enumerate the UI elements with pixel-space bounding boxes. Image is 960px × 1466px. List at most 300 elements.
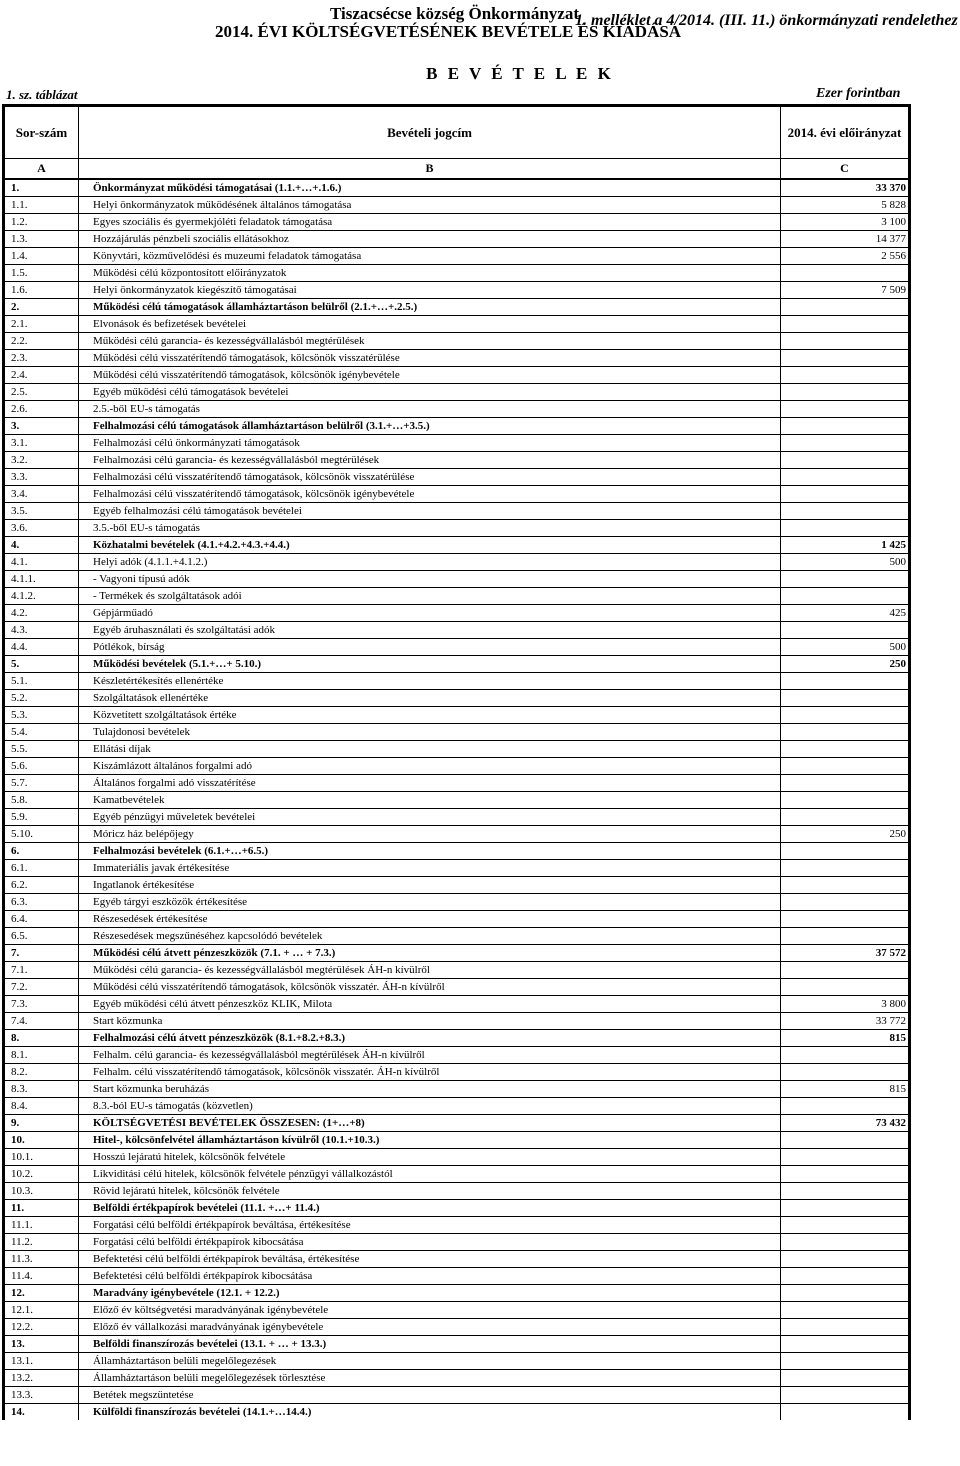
row-value: 5 828 xyxy=(781,196,910,213)
row-title: Móricz ház belépőjegy xyxy=(79,825,781,842)
row-number: 13.3. xyxy=(4,1386,79,1403)
row-value xyxy=(781,774,910,791)
row-title: Pótlékok, bírság xyxy=(79,638,781,655)
table-row xyxy=(4,451,910,468)
table-row xyxy=(4,1046,910,1063)
row-title: Egyéb felhalmozási célú támogatások bevételei xyxy=(79,502,781,519)
budget-title: 2014. ÉVI KÖLTSÉGVETÉSÉNEK BEVÉTELE ÉS KIADÁSA xyxy=(215,22,682,41)
row-title: Egyéb pénzügyi műveletek bevételei xyxy=(79,808,781,825)
row-number: 3. xyxy=(4,417,79,434)
row-value xyxy=(781,723,910,740)
table-row xyxy=(4,349,910,366)
row-number: 2.1. xyxy=(4,315,79,332)
row-value xyxy=(781,264,910,281)
row-number: 2.4. xyxy=(4,366,79,383)
row-number: 4.1.2. xyxy=(4,587,79,604)
row-title: Ellátási díjak xyxy=(79,740,781,757)
col-letter-c: C xyxy=(781,159,910,179)
row-number: 3.1. xyxy=(4,434,79,451)
row-title: Részesedések megszűnéséhez kapcsolódó bevételek xyxy=(79,927,781,944)
row-value xyxy=(781,1148,910,1165)
row-title: Könyvtári, közművelődési és muzeumi feladatok támogatása xyxy=(79,247,781,264)
table-row xyxy=(4,1080,910,1097)
row-value: 250 xyxy=(781,655,910,672)
row-title: Tulajdonosi bevételek xyxy=(79,723,781,740)
row-value xyxy=(781,910,910,927)
row-title: Kamatbevételek xyxy=(79,791,781,808)
table-row xyxy=(4,298,910,315)
row-title: Közvetített szolgáltatások értéke xyxy=(79,706,781,723)
row-value xyxy=(781,978,910,995)
row-title: Felhalm. célú garancia- és kezességvállalásból megtérülések ÁH-n kívülről xyxy=(79,1046,781,1063)
row-value xyxy=(781,502,910,519)
row-number: 5.8. xyxy=(4,791,79,808)
row-title: Működési célú központosított előirányzatok xyxy=(79,264,781,281)
table-row xyxy=(4,417,910,434)
unit-label: Ezer forintban xyxy=(816,86,901,101)
row-number: 3.5. xyxy=(4,502,79,519)
table-row xyxy=(4,213,910,230)
row-number: 13.2. xyxy=(4,1369,79,1386)
row-title: Szolgáltatások ellenértéke xyxy=(79,689,781,706)
row-number: 7.2. xyxy=(4,978,79,995)
table-row xyxy=(4,689,910,706)
table-row xyxy=(4,247,910,264)
row-title: Betétek megszüntetése xyxy=(79,1386,781,1403)
row-value xyxy=(781,1369,910,1386)
row-number: 1.2. xyxy=(4,213,79,230)
row-title: Helyi adók (4.1.1.+4.1.2.) xyxy=(79,553,781,570)
table-row xyxy=(4,1403,910,1420)
row-number: 10.1. xyxy=(4,1148,79,1165)
table-row xyxy=(4,179,910,197)
row-value xyxy=(781,1403,910,1420)
row-value xyxy=(781,961,910,978)
table-row xyxy=(4,808,910,825)
row-number: 12. xyxy=(4,1284,79,1301)
table-row xyxy=(4,740,910,757)
row-value xyxy=(781,1318,910,1335)
table-row xyxy=(4,264,910,281)
row-title: - Termékek és szolgáltatások adói xyxy=(79,587,781,604)
row-number: 6.5. xyxy=(4,927,79,944)
row-number: 1.3. xyxy=(4,230,79,247)
col-header-title: Bevételi jogcím xyxy=(79,106,781,159)
row-number: 7.4. xyxy=(4,1012,79,1029)
row-value xyxy=(781,1063,910,1080)
row-number: 3.3. xyxy=(4,468,79,485)
row-title: 8.3.-ból EU-s támogatás (közvetlen) xyxy=(79,1097,781,1114)
row-title: Felhalmozási bevételek (6.1.+…+6.5.) xyxy=(79,842,781,859)
row-value xyxy=(781,876,910,893)
row-value: 37 572 xyxy=(781,944,910,961)
row-value xyxy=(781,672,910,689)
table-row xyxy=(4,1369,910,1386)
table-row xyxy=(4,587,910,604)
table-row xyxy=(4,1063,910,1080)
row-title: Felhalmozási célú átvett pénzeszközök (8.1.+8.2.+8.3.) xyxy=(79,1029,781,1046)
table-row xyxy=(4,825,910,842)
table-row xyxy=(4,315,910,332)
row-number: 11.3. xyxy=(4,1250,79,1267)
table-row xyxy=(4,1250,910,1267)
row-title: Államháztartáson belüli megelőlegezések törlesztése xyxy=(79,1369,781,1386)
table-row xyxy=(4,485,910,502)
table-row xyxy=(4,706,910,723)
row-value xyxy=(781,519,910,536)
row-number: 6.1. xyxy=(4,859,79,876)
section-heading: B E V É T E L E K xyxy=(426,64,614,83)
row-number: 1.5. xyxy=(4,264,79,281)
row-value: 33 772 xyxy=(781,1012,910,1029)
row-value: 2 556 xyxy=(781,247,910,264)
row-value xyxy=(781,315,910,332)
table-row xyxy=(4,638,910,655)
table-row xyxy=(4,366,910,383)
row-value xyxy=(781,621,910,638)
row-value xyxy=(781,859,910,876)
row-number: 13.1. xyxy=(4,1352,79,1369)
table-row xyxy=(4,1199,910,1216)
table-row xyxy=(4,978,910,995)
row-value xyxy=(781,366,910,383)
row-title: Belföldi finanszírozás bevételei (13.1. + … + 13.3.) xyxy=(79,1335,781,1352)
table-row xyxy=(4,434,910,451)
table-row xyxy=(4,791,910,808)
row-number: 8.4. xyxy=(4,1097,79,1114)
row-value xyxy=(781,587,910,604)
row-number: 10.2. xyxy=(4,1165,79,1182)
col-letter-b: B xyxy=(79,159,781,179)
row-title: Felhalmozási célú önkormányzati támogatások xyxy=(79,434,781,451)
row-value xyxy=(781,1250,910,1267)
table-row xyxy=(4,876,910,893)
table-row xyxy=(4,400,910,417)
table-row xyxy=(4,961,910,978)
row-value xyxy=(781,791,910,808)
annex-reference: 1. melléklet a 4/2014. (III. 11.) önkormányzati rendelethez xyxy=(575,12,958,29)
row-value: 815 xyxy=(781,1080,910,1097)
row-value xyxy=(781,1165,910,1182)
row-number: 10. xyxy=(4,1131,79,1148)
table-row xyxy=(4,1267,910,1284)
table-row xyxy=(4,621,910,638)
row-value xyxy=(781,1386,910,1403)
table-row xyxy=(4,1284,910,1301)
row-number: 5.1. xyxy=(4,672,79,689)
table-row xyxy=(4,519,910,536)
row-title: Egyéb áruhasználati és szolgáltatási adók xyxy=(79,621,781,638)
row-value xyxy=(781,1199,910,1216)
row-number: 3.6. xyxy=(4,519,79,536)
row-title: Forgatási célú belföldi értékpapírok beváltása, értékesítése xyxy=(79,1216,781,1233)
row-title: Felhalmozási célú visszatérítendő támogatások, kölcsönök igénybevétele xyxy=(79,485,781,502)
row-value: 3 800 xyxy=(781,995,910,1012)
row-number: 8.2. xyxy=(4,1063,79,1080)
row-value xyxy=(781,1233,910,1250)
row-number: 8.1. xyxy=(4,1046,79,1063)
row-number: 9. xyxy=(4,1114,79,1131)
row-number: 5.7. xyxy=(4,774,79,791)
col-letter-a: A xyxy=(4,159,79,179)
row-number: 8.3. xyxy=(4,1080,79,1097)
row-value xyxy=(781,400,910,417)
municipality-title: Tiszacsécse község Önkormányzat xyxy=(330,4,579,23)
table-row xyxy=(4,332,910,349)
row-value: 3 100 xyxy=(781,213,910,230)
row-value xyxy=(781,1335,910,1352)
row-title: Elvonások és befizetések bevételei xyxy=(79,315,781,332)
row-title: Államháztartáson belüli megelőlegezések xyxy=(79,1352,781,1369)
row-value xyxy=(781,417,910,434)
row-title: Befektetési célú belföldi értékpapírok beváltása, értékesítése xyxy=(79,1250,781,1267)
row-value xyxy=(781,451,910,468)
row-value xyxy=(781,757,910,774)
row-number: 12.2. xyxy=(4,1318,79,1335)
table-row xyxy=(4,1097,910,1114)
table-row xyxy=(4,1029,910,1046)
row-number: 2.6. xyxy=(4,400,79,417)
table-row xyxy=(4,570,910,587)
table-body xyxy=(4,179,910,1420)
table-row xyxy=(4,1114,910,1131)
row-number: 12.1. xyxy=(4,1301,79,1318)
row-title: - Vagyoni típusú adók xyxy=(79,570,781,587)
row-number: 7. xyxy=(4,944,79,961)
table-row xyxy=(4,655,910,672)
row-number: 10.3. xyxy=(4,1182,79,1199)
row-number: 11.2. xyxy=(4,1233,79,1250)
row-title: Előző év vállalkozási maradványának igénybevétele xyxy=(79,1318,781,1335)
row-value: 250 xyxy=(781,825,910,842)
row-title: Befektetési célú belföldi értékpapírok kibocsátása xyxy=(79,1267,781,1284)
table-row xyxy=(4,995,910,1012)
row-title: Gépjárműadó xyxy=(79,604,781,621)
row-number: 4.3. xyxy=(4,621,79,638)
row-title: Hosszú lejáratú hitelek, kölcsönök felvétele xyxy=(79,1148,781,1165)
row-value xyxy=(781,689,910,706)
row-value: 500 xyxy=(781,638,910,655)
row-number: 5.3. xyxy=(4,706,79,723)
row-value xyxy=(781,927,910,944)
row-value xyxy=(781,740,910,757)
row-title: Hitel-, kölcsönfelvétel államháztartáson kívülről (10.1.+10.3.) xyxy=(79,1131,781,1148)
table-row xyxy=(4,842,910,859)
table-row xyxy=(4,723,910,740)
row-number: 2.2. xyxy=(4,332,79,349)
row-value: 14 377 xyxy=(781,230,910,247)
row-title: Immateriális javak értékesítése xyxy=(79,859,781,876)
row-number: 5.10. xyxy=(4,825,79,842)
table-row xyxy=(4,281,910,298)
row-value: 1 425 xyxy=(781,536,910,553)
row-title: Működési célú garancia- és kezességvállalásból megtérülések xyxy=(79,332,781,349)
row-value xyxy=(781,808,910,825)
table-row xyxy=(4,383,910,400)
row-title: Maradvány igénybevétele (12.1. + 12.2.) xyxy=(79,1284,781,1301)
row-number: 3.2. xyxy=(4,451,79,468)
row-number: 8. xyxy=(4,1029,79,1046)
row-title: KÖLTSÉGVETÉSI BEVÉTELEK ÖSSZESEN: (1+…+8) xyxy=(79,1114,781,1131)
col-header-value: 2014. évi előirányzat xyxy=(781,106,910,159)
table-row xyxy=(4,927,910,944)
row-title: Kiszámlázott általános forgalmi adó xyxy=(79,757,781,774)
row-title: Ingatlanok értékesítése xyxy=(79,876,781,893)
table-row xyxy=(4,944,910,961)
row-title: Részesedések értékesítése xyxy=(79,910,781,927)
row-value xyxy=(781,1267,910,1284)
row-number: 4. xyxy=(4,536,79,553)
table-row xyxy=(4,1352,910,1369)
row-value xyxy=(781,1284,910,1301)
row-title: Rövid lejáratú hitelek, kölcsönök felvétele xyxy=(79,1182,781,1199)
row-value xyxy=(781,1182,910,1199)
row-value: 73 432 xyxy=(781,1114,910,1131)
table-row xyxy=(4,230,910,247)
row-value: 33 370 xyxy=(781,179,910,197)
row-number: 6. xyxy=(4,842,79,859)
row-title: Start közmunka xyxy=(79,1012,781,1029)
row-title: Külföldi finanszírozás bevételei (14.1.+…14.4.) xyxy=(79,1403,781,1420)
row-title: Start közmunka beruházás xyxy=(79,1080,781,1097)
table-row xyxy=(4,893,910,910)
row-number: 1.6. xyxy=(4,281,79,298)
table-row xyxy=(4,604,910,621)
table-row xyxy=(4,502,910,519)
row-number: 4.1. xyxy=(4,553,79,570)
row-value xyxy=(781,332,910,349)
row-number: 2. xyxy=(4,298,79,315)
row-value: 425 xyxy=(781,604,910,621)
row-number: 5.9. xyxy=(4,808,79,825)
row-title: Felhalmozási célú garancia- és kezességvállalásból megtérülések xyxy=(79,451,781,468)
row-value xyxy=(781,1216,910,1233)
row-number: 11.4. xyxy=(4,1267,79,1284)
row-number: 1.1. xyxy=(4,196,79,213)
row-title: Hozzájárulás pénzbeli szociális ellátásokhoz xyxy=(79,230,781,247)
row-value xyxy=(781,893,910,910)
row-title: Működési célú támogatások államháztartáson belülről (2.1.+…+.2.5.) xyxy=(79,298,781,315)
row-title: Működési célú visszatérítendő támogatások, kölcsönök visszatér. ÁH-n kívülről xyxy=(79,978,781,995)
table-row xyxy=(4,1182,910,1199)
row-title: Felhalmozási célú visszatérítendő támogatások, kölcsönök visszatérülése xyxy=(79,468,781,485)
row-title: 3.5.-ből EU-s támogatás xyxy=(79,519,781,536)
row-title: Működési célú átvett pénzeszközök (7.1. + … + 7.3.) xyxy=(79,944,781,961)
row-title: Helyi önkormányzatok kiegészítő támogatásai xyxy=(79,281,781,298)
row-title: Egyes szociális és gyermekjóléti feladatok támogatása xyxy=(79,213,781,230)
row-title: Felhalmozási célú támogatások államháztartáson belülről (3.1.+…+3.5.) xyxy=(79,417,781,434)
table-row xyxy=(4,468,910,485)
row-title: Egyéb működési célú támogatások bevételei xyxy=(79,383,781,400)
table-row xyxy=(4,1335,910,1352)
row-title: Készletértékesítés ellenértéke xyxy=(79,672,781,689)
table-row xyxy=(4,859,910,876)
row-value: 7 509 xyxy=(781,281,910,298)
table-row xyxy=(4,672,910,689)
table-row xyxy=(4,910,910,927)
row-number: 6.3. xyxy=(4,893,79,910)
row-value xyxy=(781,298,910,315)
table-row xyxy=(4,774,910,791)
table-row xyxy=(4,1301,910,1318)
table-row xyxy=(4,1012,910,1029)
row-title: Működési célú visszatérítendő támogatások, kölcsönök igénybevétele xyxy=(79,366,781,383)
row-title: Közhatalmi bevételek (4.1.+4.2.+4.3.+4.4.) xyxy=(79,536,781,553)
table-row xyxy=(4,553,910,570)
row-number: 6.4. xyxy=(4,910,79,927)
table-row xyxy=(4,757,910,774)
table-row xyxy=(4,1131,910,1148)
table-number: 1. sz. táblázat xyxy=(6,87,78,102)
row-title: Felhalm. célú visszatérítendő támogatások, kölcsönök visszatér. ÁH-n kívülről xyxy=(79,1063,781,1080)
revenue-table xyxy=(2,104,911,1420)
row-number: 4.1.1. xyxy=(4,570,79,587)
row-title: Általános forgalmi adó visszatérítése xyxy=(79,774,781,791)
row-number: 11.1. xyxy=(4,1216,79,1233)
table-row xyxy=(4,1148,910,1165)
row-title: Helyi önkormányzatok működésének általános támogatása xyxy=(79,196,781,213)
row-value xyxy=(781,349,910,366)
row-value xyxy=(781,1131,910,1148)
col-header-number: Sor-szám xyxy=(4,106,79,159)
table-row xyxy=(4,1386,910,1403)
table-row xyxy=(4,1318,910,1335)
row-number: 1. xyxy=(4,179,79,197)
row-value: 500 xyxy=(781,553,910,570)
row-number: 11. xyxy=(4,1199,79,1216)
row-title: Likviditási célú hitelek, kölcsönök felvétele pénzügyi vállalkozástól xyxy=(79,1165,781,1182)
row-value xyxy=(781,383,910,400)
row-title: Működési célú garancia- és kezességvállalásból megtérülések ÁH-n kívülről xyxy=(79,961,781,978)
row-number: 7.1. xyxy=(4,961,79,978)
row-title: Egyéb működési célú átvett pénzeszköz KLIK, Milota xyxy=(79,995,781,1012)
row-value xyxy=(781,1097,910,1114)
row-number: 2.3. xyxy=(4,349,79,366)
row-number: 13. xyxy=(4,1335,79,1352)
row-title: Működési bevételek (5.1.+…+ 5.10.) xyxy=(79,655,781,672)
row-value xyxy=(781,485,910,502)
row-number: 7.3. xyxy=(4,995,79,1012)
row-value xyxy=(781,1046,910,1063)
row-value xyxy=(781,706,910,723)
row-title: Működési célú visszatérítendő támogatások, kölcsönök visszatérülése xyxy=(79,349,781,366)
row-value: 815 xyxy=(781,1029,910,1046)
row-value xyxy=(781,842,910,859)
row-number: 5.2. xyxy=(4,689,79,706)
row-title: Belföldi értékpapírok bevételei (11.1. +…+ 11.4.) xyxy=(79,1199,781,1216)
row-number: 5. xyxy=(4,655,79,672)
table-row xyxy=(4,536,910,553)
table-row xyxy=(4,1233,910,1250)
row-number: 5.6. xyxy=(4,757,79,774)
table-row xyxy=(4,196,910,213)
row-number: 14. xyxy=(4,1403,79,1420)
row-title: Előző év költségvetési maradványának igénybevétele xyxy=(79,1301,781,1318)
row-number: 5.4. xyxy=(4,723,79,740)
row-number: 6.2. xyxy=(4,876,79,893)
row-value xyxy=(781,434,910,451)
row-value xyxy=(781,1301,910,1318)
row-number: 2.5. xyxy=(4,383,79,400)
row-number: 4.2. xyxy=(4,604,79,621)
row-number: 3.4. xyxy=(4,485,79,502)
table-row xyxy=(4,1216,910,1233)
row-number: 5.5. xyxy=(4,740,79,757)
row-title: Egyéb tárgyi eszközök értékesítése xyxy=(79,893,781,910)
row-number: 4.4. xyxy=(4,638,79,655)
row-title: Forgatási célú belföldi értékpapírok kibocsátása xyxy=(79,1233,781,1250)
row-title: 2.5.-ből EU-s támogatás xyxy=(79,400,781,417)
